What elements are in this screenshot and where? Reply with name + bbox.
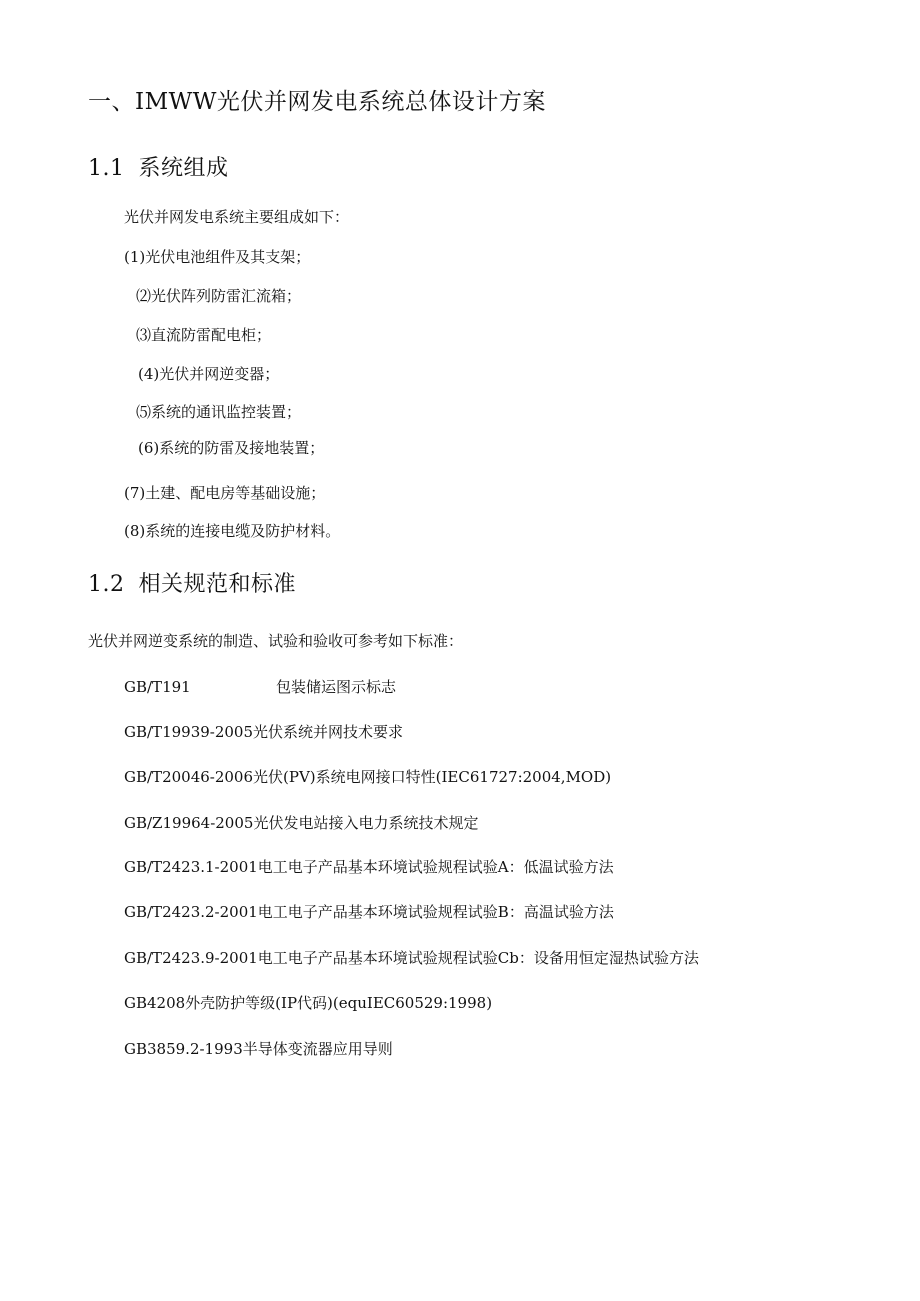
standard-item xyxy=(124,680,396,695)
section-title: 相关规范和标准 xyxy=(138,572,297,597)
standard-name: 包装储运图示标志 xyxy=(276,678,397,696)
standard-item: GB/T2423.1-2001电工电子产品基本环境试验规程试验A：低温试验方法 xyxy=(124,858,614,876)
list-item: ⑸系统的通讯监控装置； xyxy=(136,403,302,421)
standard-item: GB3859.2-1993半导体变流器应用导则 xyxy=(124,1040,393,1058)
list-item: (1)光伏电池组件及其支架； xyxy=(124,248,311,266)
standard-item: GB/T2423.2-2001电工电子产品基本环境试验规程试验B：高温试验方法 xyxy=(124,903,614,921)
standard-item: GB/T2423.9-2001电工电子产品基本环境试验规程试验Cb：设备用恒定湿热试验方法 xyxy=(124,949,699,967)
list-item: ⑵光伏阵列防雷汇流箱； xyxy=(136,287,302,305)
list-item: (4)光伏并网逆变器； xyxy=(138,365,280,383)
section-title: 系统组成 xyxy=(138,156,229,181)
section-number: 1.1 xyxy=(88,156,125,181)
list-item: (8)系统的连接电缆及防护材料。 xyxy=(124,522,341,540)
list-item: (7)土建、配电房等基础设施； xyxy=(124,484,326,502)
document-title: 一、IMWW光伏并网发电系统总体设计方案 xyxy=(88,89,546,115)
section-heading-1-2 xyxy=(88,574,296,596)
standard-item: GB/T19939-2005光伏系统并网技术要求 xyxy=(124,723,404,741)
list-item: ⑶直流防雷配电柜； xyxy=(136,326,272,344)
list-item: (6)系统的防雷及接地装置； xyxy=(138,439,325,457)
section-intro: 光伏并网逆变系统的制造、试验和验收可参考如下标准： xyxy=(88,632,464,650)
standard-item: GB/T20046-2006光伏(PV)系统电网接口特性(IEC61727:2004,MOD) xyxy=(124,768,612,786)
section-intro: 光伏并网发电系统主要组成如下： xyxy=(124,208,350,226)
standard-item: GB4208外壳防护等级(IP代码)(equIEC60529:1998) xyxy=(124,994,493,1012)
standard-code: GB/T191 xyxy=(124,678,191,696)
section-heading-1-1 xyxy=(88,158,229,180)
standard-item: GB/Z19964-2005光伏发电站接入电力系统技术规定 xyxy=(124,814,479,832)
section-number: 1.2 xyxy=(88,572,125,597)
